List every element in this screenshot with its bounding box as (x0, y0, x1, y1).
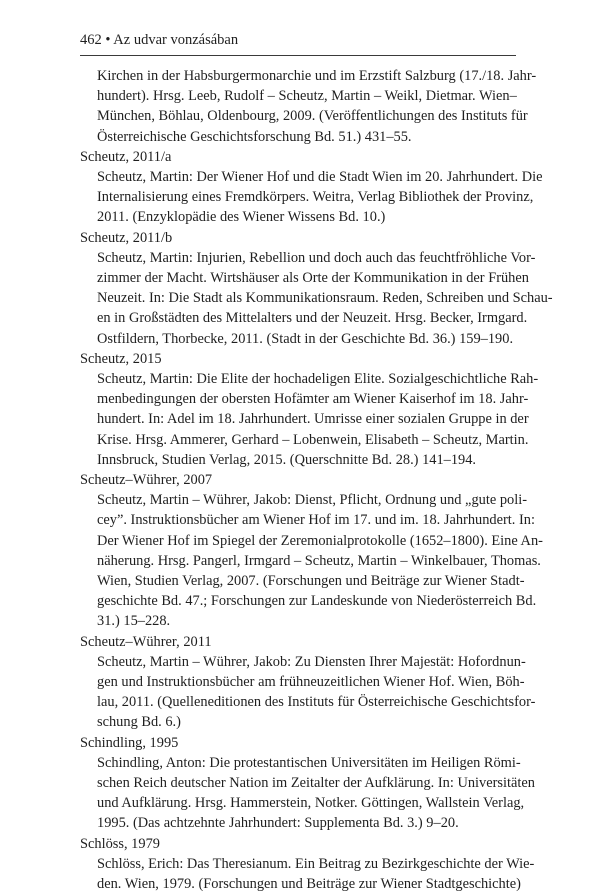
bibliography-entry-line: cey”. Instruktionsbücher am Wiener Hof im 17. und im. 18. Jahrhundert. In: (97, 512, 535, 529)
bibliography-entry-line: hundert. In: Adel im 18. Jahrhundert. Umrisse einer sozialen Gruppe in der (97, 411, 529, 428)
bibliography-entry-line: zimmer der Macht. Wirtshäuser als Orte der Kommunikation in der Frühen (97, 270, 529, 286)
bibliography-entry-heading: Schlöss, 1979 (80, 835, 160, 852)
bibliography-entry-heading: Scheutz, 2015 (80, 350, 162, 367)
bibliography-entry-line: Schlöss, Erich: Das Theresianum. Ein Beitrag zu Bezirkgeschichte der Wie- (97, 855, 535, 872)
bibliography-entry-heading: Schindling, 1995 (80, 734, 179, 751)
bibliography-entry-line: 1995. (Das achtzehnte Jahrhundert: Supplementa Bd. 3.) 9–20. (97, 815, 459, 832)
bibliography-entry-line: Der Wiener Hof im Spiegel der Zeremonialprotokolle (1652–1800). Eine An- (97, 532, 543, 549)
bibliography-entry-line: Scheutz, Martin: Die Elite der hochadeligen Elite. Sozialgeschichtliche Rah- (97, 371, 539, 387)
bibliography-entry-line: Schindling, Anton: Die protestantischen Universitäten im Heiligen Römi- (97, 754, 521, 771)
header-title: Az udvar vonzásában (113, 32, 239, 48)
bibliography-entry-heading: Scheutz, 2011/a (80, 148, 172, 165)
bibliography-entry-line: schen Reich deutscher Nation im Zeitalter der Aufklärung. In: Universitäten (97, 775, 535, 791)
bibliography-entry-line: lau, 2011. (Quelleneditionen des Instituts für Österreichische Geschichtsfor- (97, 694, 536, 711)
bibliography-entry-line: Österreichische Geschichtsforschung Bd. 51.) 431–55. (97, 128, 412, 145)
bibliography-entry-line: geschichte Bd. 47.; Forschungen zur Landeskunde von Niederösterreich Bd. (97, 593, 537, 610)
bibliography-entry-line: und Aufklärung. Hrsg. Hammerstein, Notker. Göttingen, Wallstein Verlag, (97, 795, 525, 812)
bibliography-entry-line: Neuzeit. In: Die Stadt als Kommunikationsraum. Reden, Schreiben und Schau- (97, 290, 553, 307)
bibliography-entry-line: Scheutz, Martin – Wührer, Jakob: Zu Diensten Ihrer Majestät: Hofordnun- (97, 653, 526, 670)
bibliography-entry-line: Innsbruck, Studien Verlag, 2015. (Querschnitte Bd. 28.) 141–194. (97, 451, 477, 468)
bibliography-entry-line: gen und Instruktionsbücher am frühneuzeitlichen Wiener Hof. Wien, Böh- (97, 674, 525, 690)
bibliography-entry-line: menbedingungen der obersten Hofämter am Wiener Kaiserhof im 18. Jahr- (97, 391, 529, 408)
bibliography-entry-line: Scheutz, Martin – Wührer, Jakob: Dienst, Pflicht, Ordnung und „gute poli- (97, 492, 527, 509)
bibliography-entry-heading: Scheutz–Wührer, 2011 (80, 633, 212, 650)
header-rule (80, 55, 516, 56)
bibliography-entry-line: Scheutz, Martin: Der Wiener Hof und die Stadt Wien im 20. Jahrhundert. Die (97, 169, 543, 185)
bibliography-entry-line: den. Wien, 1979. (Forschungen und Beiträge zur Wiener Stadtgeschichte) (97, 876, 521, 892)
bibliography-entry-line: hundert). Hrsg. Leeb, Rudolf – Scheutz, Martin – Weikl, Dietmar. Wien– (97, 88, 517, 105)
bibliography-entry-line: Scheutz, Martin: Injurien, Rebellion und doch auch das feuchtfröhliche Vor- (97, 249, 536, 266)
bibliography-entry-line: Internalisierung eines Fremdkörpers. Weitra, Verlag Bibliothek der Provinz, (97, 189, 534, 206)
bibliography-entry-line: näherung. Hrsg. Pangerl, Irmgard – Scheutz, Martin – Winkelbauer, Thomas. (97, 552, 541, 569)
bibliography-entry-line: schung Bd. 6.) (97, 714, 181, 731)
bibliography-entry-line: 31.) 15–228. (97, 613, 171, 630)
bibliography-entry-line: Wien, Studien Verlag, 2007. (Forschungen und Beiträge zur Wiener Stadt- (97, 573, 525, 589)
bibliography-entry-heading: Scheutz–Wührer, 2007 (80, 472, 213, 488)
page-number: 462 (80, 32, 102, 48)
bibliography-entry-line: Krise. Hrsg. Ammerer, Gerhard – Lobenwein, Elisabeth – Scheutz, Martin. (97, 431, 529, 448)
bibliography-entry-line: 2011. (Enzyklopädie des Wiener Wissens Bd. 10.) (97, 209, 386, 226)
header-separator: • (105, 32, 111, 48)
bibliography-entry-line: en in Großstädten des Mittelalters und der Neuzeit. Hrsg. Becker, Irmgard. (97, 310, 528, 327)
bibliography-entry-line: Kirchen in der Habsburgermonarchie und im Erzstift Salzburg (17./18. Jahr- (97, 68, 537, 84)
bibliography-entry-line: Ostfildern, Thorbecke, 2011. (Stadt in der Geschichte Bd. 36.) 159–190. (97, 330, 514, 347)
bibliography-entry-line: München, Böhlau, Oldenbourg, 2009. (Veröffentlichungen des Instituts für (97, 108, 528, 125)
running-header (80, 30, 238, 50)
bibliography-entry-heading: Scheutz, 2011/b (80, 229, 173, 246)
